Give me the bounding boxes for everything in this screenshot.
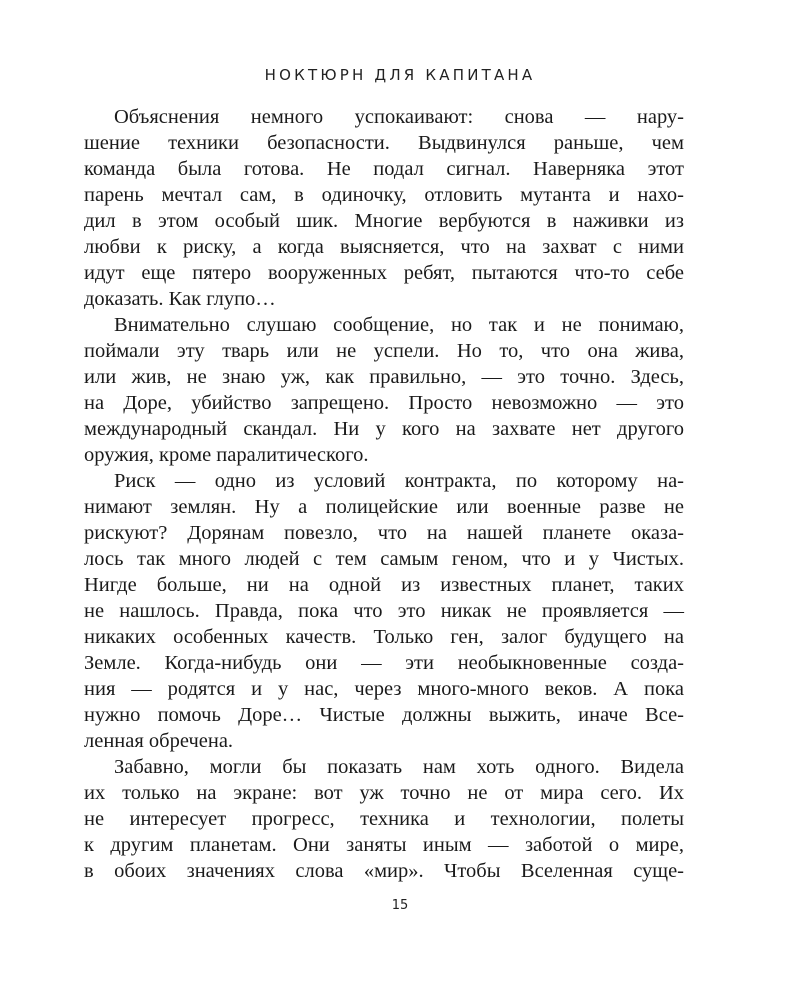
text-line: на Доре, убийство запрещено. Просто невозможно — это xyxy=(84,392,684,414)
text-line: или жив, не знаю уж, как правильно, — это точно. Здесь, xyxy=(84,366,684,388)
text-line: Риск — одно из условий контракта, по которому на- xyxy=(114,470,684,492)
text-line: лось так много людей с тем самым геном, что и у Чистых. xyxy=(84,548,684,570)
text-line: не нашлось. Правда, пока что это никак не проявляется — xyxy=(84,600,684,622)
text-line: парень мечтал сам, в одиночку, отловить мутанта и нахо- xyxy=(84,184,684,206)
text-line: доказать. Как глупо… xyxy=(84,288,276,310)
text-line: ния — родятся и у нас, через много-много веков. А пока xyxy=(84,678,684,700)
text-line: Забавно, могли бы показать нам хоть одного. Видела xyxy=(114,756,684,778)
text-line: поймали эту тварь или не успели. Но то, что она жива, xyxy=(84,340,684,362)
text-line: не интересует прогресс, техника и технологии, полеты xyxy=(84,808,684,830)
text-line: Объяснения немного успокаивают: снова — нару- xyxy=(114,106,684,128)
text-line: идут еще пятеро вооруженных ребят, пытаются что-то себе xyxy=(84,262,684,284)
text-line: к другим планетам. Они заняты иным — заботой о мире, xyxy=(84,834,684,856)
text-line: Нигде больше, ни на одной из известных планет, таких xyxy=(84,574,684,596)
text-line: ленная обречена. xyxy=(84,730,234,752)
text-line: дил в этом особый шик. Многие вербуются в наживки из xyxy=(84,210,684,232)
text-line: нужно помочь Доре… Чистые должны выжить, иначе Все- xyxy=(84,704,684,726)
text-line: команда была готова. Не подал сигнал. Наверняка этот xyxy=(84,158,684,180)
page-number: 15 xyxy=(391,898,409,913)
text-line: Земле. Когда-нибудь они — эти необыкновенные созда- xyxy=(84,652,684,674)
text-line: в обоих значениях слова «мир». Чтобы Вселенная суще- xyxy=(84,860,684,882)
text-line: нимают землян. Ну а полицейские или военные разве не xyxy=(84,496,684,518)
text-line: международный скандал. Ни у кого на захвате нет другого xyxy=(84,418,684,440)
text-line: их только на экране: вот уж точно не от мира сего. Их xyxy=(84,782,684,804)
text-line: Внимательно слушаю сообщение, но так и не понимаю, xyxy=(114,314,684,336)
paragraph-4 xyxy=(84,754,684,884)
text-line: рискуют? Дорянам повезло, что на нашей планете оказа- xyxy=(84,522,684,544)
paragraph-1 xyxy=(84,104,684,312)
running-header: НОКТЮРН ДЛЯ КАПИТАНА xyxy=(264,66,536,84)
paragraph-2 xyxy=(84,312,684,468)
text-line: шение техники безопасности. Выдвинулся раньше, чем xyxy=(84,132,684,154)
body-text xyxy=(84,104,684,884)
text-line: никаких особенных качеств. Только ген, залог будущего на xyxy=(84,626,684,648)
paragraph-3 xyxy=(84,468,684,754)
text-line: оружия, кроме паралитического. xyxy=(84,444,369,466)
text-line: любви к риску, а когда выясняется, что на захват с ними xyxy=(84,236,684,258)
